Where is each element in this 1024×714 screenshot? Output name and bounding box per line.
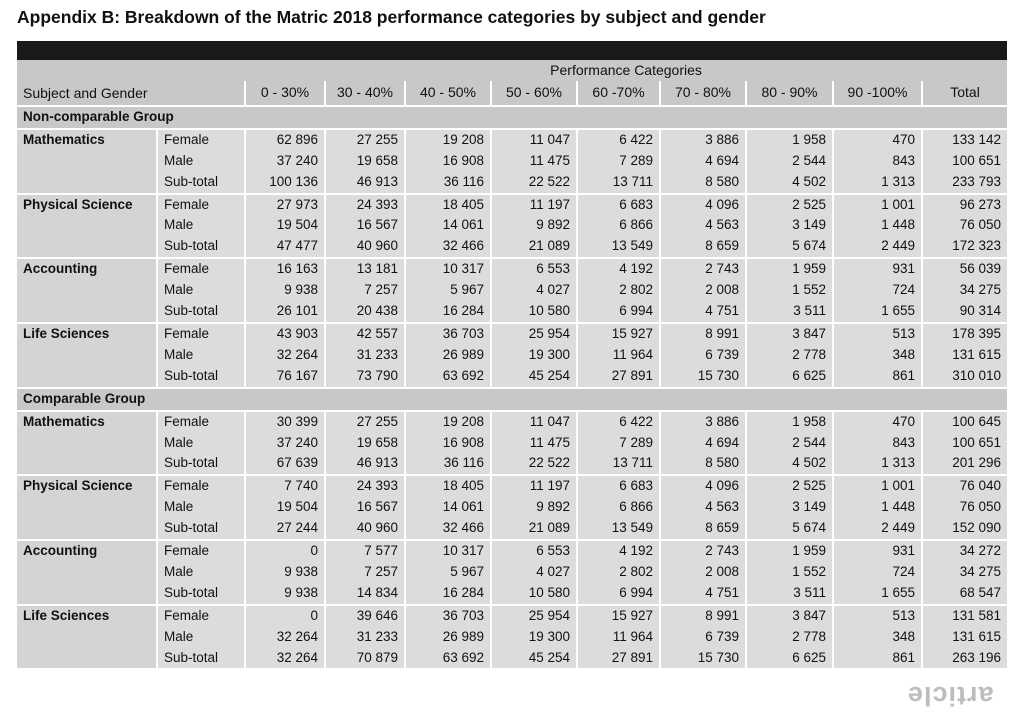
value-cell: 2 778: [746, 345, 833, 366]
total-cell: 76 050: [922, 215, 1007, 236]
value-cell: 11 964: [577, 345, 660, 366]
gender-label: Female: [157, 605, 245, 627]
total-cell: 34 275: [922, 280, 1007, 301]
value-cell: 11 964: [577, 627, 660, 648]
value-cell: 3 149: [746, 497, 833, 518]
table-row: [17, 627, 1007, 648]
table-row: [17, 648, 1007, 669]
value-cell: 19 658: [325, 433, 405, 454]
value-cell: 27 891: [577, 366, 660, 388]
gender-label: Female: [157, 540, 245, 562]
value-cell: 16 284: [405, 583, 491, 605]
table-row: [17, 280, 1007, 301]
header-row-top: [17, 60, 1007, 81]
column-header: 0 - 30%: [245, 81, 325, 106]
value-cell: 42 557: [325, 323, 405, 345]
value-cell: 2 525: [746, 194, 833, 216]
value-cell: 6 739: [660, 627, 746, 648]
value-cell: 18 405: [405, 194, 491, 216]
value-cell: 32 264: [245, 345, 325, 366]
gender-label: Female: [157, 258, 245, 280]
value-cell: 39 646: [325, 605, 405, 627]
value-cell: 67 639: [245, 453, 325, 475]
value-cell: 4 751: [660, 301, 746, 323]
value-cell: 15 927: [577, 323, 660, 345]
value-cell: 2 449: [833, 518, 922, 540]
total-cell: 131 615: [922, 627, 1007, 648]
value-cell: 2 525: [746, 475, 833, 497]
value-cell: 6 739: [660, 345, 746, 366]
column-header: 80 - 90%: [746, 81, 833, 106]
value-cell: 16 567: [325, 215, 405, 236]
value-cell: 2 802: [577, 280, 660, 301]
value-cell: 348: [833, 627, 922, 648]
subject-label: Life Sciences: [17, 323, 157, 388]
gender-label: Sub-total: [157, 301, 245, 323]
value-cell: 62 896: [245, 129, 325, 151]
value-cell: 2 778: [746, 627, 833, 648]
value-cell: 5 674: [746, 236, 833, 258]
value-cell: 4 502: [746, 172, 833, 194]
value-cell: 9 938: [245, 562, 325, 583]
column-header: 70 - 80%: [660, 81, 746, 106]
gender-label: Female: [157, 475, 245, 497]
subject-label: Physical Science: [17, 194, 157, 259]
value-cell: 6 422: [577, 411, 660, 433]
value-cell: 19 504: [245, 215, 325, 236]
total-cell: 152 090: [922, 518, 1007, 540]
value-cell: 6 553: [491, 540, 577, 562]
value-cell: 32 466: [405, 236, 491, 258]
value-cell: 1 958: [746, 411, 833, 433]
gender-label: Male: [157, 562, 245, 583]
total-cell: 76 040: [922, 475, 1007, 497]
gender-label: Male: [157, 215, 245, 236]
value-cell: 931: [833, 540, 922, 562]
gender-label: Male: [157, 345, 245, 366]
table-row: [17, 605, 1007, 627]
gender-label: Sub-total: [157, 172, 245, 194]
value-cell: 2 008: [660, 280, 746, 301]
value-cell: 36 703: [405, 605, 491, 627]
header-spacer: [17, 60, 245, 81]
value-cell: 15 730: [660, 648, 746, 669]
total-cell: 90 314: [922, 301, 1007, 323]
value-cell: 1 655: [833, 301, 922, 323]
value-cell: 10 580: [491, 583, 577, 605]
value-cell: 7 257: [325, 280, 405, 301]
gender-label: Male: [157, 497, 245, 518]
total-cell: 310 010: [922, 366, 1007, 388]
performance-table: [17, 60, 1007, 668]
value-cell: 4 096: [660, 475, 746, 497]
value-cell: 8 991: [660, 605, 746, 627]
value-cell: 27 891: [577, 648, 660, 669]
value-cell: 19 504: [245, 497, 325, 518]
watermark-logo: article: [907, 681, 994, 711]
value-cell: 1 448: [833, 215, 922, 236]
value-cell: 46 913: [325, 453, 405, 475]
value-cell: 22 522: [491, 172, 577, 194]
value-cell: 24 393: [325, 475, 405, 497]
value-cell: 27 244: [245, 518, 325, 540]
value-cell: 1 001: [833, 194, 922, 216]
value-cell: 470: [833, 411, 922, 433]
header-bar: [17, 41, 1007, 60]
subject-label: Accounting: [17, 258, 157, 323]
value-cell: 4 563: [660, 497, 746, 518]
value-cell: 27 255: [325, 129, 405, 151]
table-row: [17, 345, 1007, 366]
value-cell: 6 683: [577, 194, 660, 216]
value-cell: 9 938: [245, 583, 325, 605]
gender-label: Female: [157, 411, 245, 433]
value-cell: 2 008: [660, 562, 746, 583]
total-cell: 131 581: [922, 605, 1007, 627]
value-cell: 14 061: [405, 497, 491, 518]
value-cell: 2 544: [746, 433, 833, 454]
value-cell: 2 743: [660, 540, 746, 562]
value-cell: 1 552: [746, 280, 833, 301]
value-cell: 45 254: [491, 648, 577, 669]
table-row: [17, 583, 1007, 605]
value-cell: 22 522: [491, 453, 577, 475]
value-cell: 16 567: [325, 497, 405, 518]
table-row: [17, 411, 1007, 433]
value-cell: 63 692: [405, 648, 491, 669]
table-row: [17, 323, 1007, 345]
value-cell: 7 257: [325, 562, 405, 583]
table-row: [17, 194, 1007, 216]
gender-label: Male: [157, 280, 245, 301]
value-cell: 14 834: [325, 583, 405, 605]
value-cell: 4 192: [577, 258, 660, 280]
value-cell: 27 973: [245, 194, 325, 216]
value-cell: 16 163: [245, 258, 325, 280]
value-cell: 27 255: [325, 411, 405, 433]
value-cell: 16 908: [405, 433, 491, 454]
value-cell: 4 694: [660, 433, 746, 454]
value-cell: 4 096: [660, 194, 746, 216]
column-header: 30 - 40%: [325, 81, 405, 106]
table-row: [17, 518, 1007, 540]
total-cell: 56 039: [922, 258, 1007, 280]
table-row: [17, 151, 1007, 172]
table-row: [17, 258, 1007, 280]
total-cell: 96 273: [922, 194, 1007, 216]
value-cell: 6 625: [746, 366, 833, 388]
table-row: [17, 540, 1007, 562]
value-cell: 513: [833, 323, 922, 345]
total-cell: 131 615: [922, 345, 1007, 366]
column-header: 90 -100%: [833, 81, 922, 106]
value-cell: 6 625: [746, 648, 833, 669]
column-header: 60 -70%: [577, 81, 660, 106]
value-cell: 36 116: [405, 453, 491, 475]
value-cell: 21 089: [491, 236, 577, 258]
value-cell: 5 967: [405, 280, 491, 301]
total-cell: 133 142: [922, 129, 1007, 151]
table-row: [17, 433, 1007, 454]
column-header: Total: [922, 81, 1007, 106]
value-cell: 15 730: [660, 366, 746, 388]
value-cell: 4 694: [660, 151, 746, 172]
gender-label: Sub-total: [157, 518, 245, 540]
value-cell: 3 886: [660, 411, 746, 433]
value-cell: 20 438: [325, 301, 405, 323]
value-cell: 843: [833, 433, 922, 454]
total-cell: 34 272: [922, 540, 1007, 562]
value-cell: 9 892: [491, 215, 577, 236]
total-cell: 100 645: [922, 411, 1007, 433]
value-cell: 4 027: [491, 280, 577, 301]
value-cell: 26 101: [245, 301, 325, 323]
value-cell: 8 580: [660, 172, 746, 194]
value-cell: 31 233: [325, 627, 405, 648]
value-cell: 76 167: [245, 366, 325, 388]
value-cell: 861: [833, 648, 922, 669]
total-cell: 201 296: [922, 453, 1007, 475]
value-cell: 40 960: [325, 236, 405, 258]
value-cell: 45 254: [491, 366, 577, 388]
subject-label: Life Sciences: [17, 605, 157, 669]
value-cell: 26 989: [405, 627, 491, 648]
value-cell: 4 502: [746, 453, 833, 475]
value-cell: 13 711: [577, 453, 660, 475]
value-cell: 10 317: [405, 540, 491, 562]
gender-label: Male: [157, 433, 245, 454]
table-row: [17, 172, 1007, 194]
subject-label: Mathematics: [17, 411, 157, 476]
value-cell: 3 847: [746, 323, 833, 345]
value-cell: 1 959: [746, 258, 833, 280]
value-cell: 5 967: [405, 562, 491, 583]
value-cell: 19 658: [325, 151, 405, 172]
value-cell: 11 047: [491, 129, 577, 151]
value-cell: 37 240: [245, 433, 325, 454]
value-cell: 70 879: [325, 648, 405, 669]
value-cell: 26 989: [405, 345, 491, 366]
value-cell: 0: [245, 605, 325, 627]
value-cell: 11 197: [491, 475, 577, 497]
value-cell: 25 954: [491, 323, 577, 345]
value-cell: 18 405: [405, 475, 491, 497]
value-cell: 11 047: [491, 411, 577, 433]
value-cell: 724: [833, 280, 922, 301]
value-cell: 13 711: [577, 172, 660, 194]
total-cell: 34 275: [922, 562, 1007, 583]
table-row: [17, 215, 1007, 236]
value-cell: 1 552: [746, 562, 833, 583]
value-cell: 7 577: [325, 540, 405, 562]
value-cell: 63 692: [405, 366, 491, 388]
value-cell: 6 866: [577, 497, 660, 518]
value-cell: 7 289: [577, 433, 660, 454]
subject-gender-header: Subject and Gender: [17, 81, 245, 106]
value-cell: 36 703: [405, 323, 491, 345]
value-cell: 4 192: [577, 540, 660, 562]
value-cell: 6 683: [577, 475, 660, 497]
value-cell: 10 580: [491, 301, 577, 323]
value-cell: 1 958: [746, 129, 833, 151]
value-cell: 2 449: [833, 236, 922, 258]
value-cell: 1 313: [833, 453, 922, 475]
value-cell: 5 674: [746, 518, 833, 540]
value-cell: 7 289: [577, 151, 660, 172]
value-cell: 6 553: [491, 258, 577, 280]
value-cell: 47 477: [245, 236, 325, 258]
value-cell: 11 475: [491, 151, 577, 172]
value-cell: 16 284: [405, 301, 491, 323]
value-cell: 9 892: [491, 497, 577, 518]
column-header: 40 - 50%: [405, 81, 491, 106]
gender-label: Sub-total: [157, 236, 245, 258]
value-cell: 25 954: [491, 605, 577, 627]
value-cell: 843: [833, 151, 922, 172]
value-cell: 19 208: [405, 411, 491, 433]
group-label: Comparable Group: [17, 388, 1007, 411]
total-cell: 68 547: [922, 583, 1007, 605]
performance-categories-header: Performance Categories: [245, 60, 1007, 81]
value-cell: 19 208: [405, 129, 491, 151]
gender-label: Sub-total: [157, 648, 245, 669]
value-cell: 9 938: [245, 280, 325, 301]
value-cell: 16 908: [405, 151, 491, 172]
total-cell: 263 196: [922, 648, 1007, 669]
value-cell: 4 027: [491, 562, 577, 583]
value-cell: 3 847: [746, 605, 833, 627]
gender-label: Sub-total: [157, 583, 245, 605]
value-cell: 8 580: [660, 453, 746, 475]
value-cell: 3 149: [746, 215, 833, 236]
value-cell: 4 563: [660, 215, 746, 236]
header-row-columns: [17, 81, 1007, 106]
total-cell: 100 651: [922, 433, 1007, 454]
value-cell: 4 751: [660, 583, 746, 605]
value-cell: 6 994: [577, 301, 660, 323]
total-cell: 178 395: [922, 323, 1007, 345]
table-row: [17, 301, 1007, 323]
gender-label: Male: [157, 151, 245, 172]
total-cell: 233 793: [922, 172, 1007, 194]
gender-label: Sub-total: [157, 366, 245, 388]
table-row: [17, 475, 1007, 497]
group-header-row: [17, 106, 1007, 129]
value-cell: 7 740: [245, 475, 325, 497]
value-cell: 13 549: [577, 236, 660, 258]
value-cell: 11 475: [491, 433, 577, 454]
value-cell: 0: [245, 540, 325, 562]
table-row: [17, 453, 1007, 475]
table-row: [17, 562, 1007, 583]
value-cell: 32 264: [245, 648, 325, 669]
subject-label: Accounting: [17, 540, 157, 605]
value-cell: 73 790: [325, 366, 405, 388]
value-cell: 2 544: [746, 151, 833, 172]
subject-label: Physical Science: [17, 475, 157, 540]
total-cell: 172 323: [922, 236, 1007, 258]
value-cell: 1 448: [833, 497, 922, 518]
value-cell: 3 511: [746, 583, 833, 605]
value-cell: 1 001: [833, 475, 922, 497]
value-cell: 8 991: [660, 323, 746, 345]
value-cell: 32 264: [245, 627, 325, 648]
value-cell: 10 317: [405, 258, 491, 280]
value-cell: 43 903: [245, 323, 325, 345]
gender-label: Male: [157, 627, 245, 648]
value-cell: 2 802: [577, 562, 660, 583]
value-cell: 46 913: [325, 172, 405, 194]
table-row: [17, 236, 1007, 258]
group-label: Non-comparable Group: [17, 106, 1007, 129]
group-header-row: [17, 388, 1007, 411]
value-cell: 513: [833, 605, 922, 627]
value-cell: 24 393: [325, 194, 405, 216]
table-row: [17, 129, 1007, 151]
value-cell: 40 960: [325, 518, 405, 540]
value-cell: 3 511: [746, 301, 833, 323]
value-cell: 19 300: [491, 345, 577, 366]
value-cell: 8 659: [660, 518, 746, 540]
value-cell: 470: [833, 129, 922, 151]
value-cell: 100 136: [245, 172, 325, 194]
value-cell: 36 116: [405, 172, 491, 194]
value-cell: 2 743: [660, 258, 746, 280]
column-header: 50 - 60%: [491, 81, 577, 106]
table-row: [17, 497, 1007, 518]
value-cell: 1 655: [833, 583, 922, 605]
value-cell: 14 061: [405, 215, 491, 236]
gender-label: Female: [157, 194, 245, 216]
value-cell: 724: [833, 562, 922, 583]
value-cell: 6 994: [577, 583, 660, 605]
value-cell: 6 422: [577, 129, 660, 151]
value-cell: 11 197: [491, 194, 577, 216]
total-cell: 76 050: [922, 497, 1007, 518]
value-cell: 32 466: [405, 518, 491, 540]
page-title: Appendix B: Breakdown of the Matric 2018 performance categories by subject and gender: [17, 7, 766, 27]
value-cell: 1 959: [746, 540, 833, 562]
value-cell: 15 927: [577, 605, 660, 627]
value-cell: 30 399: [245, 411, 325, 433]
total-cell: 100 651: [922, 151, 1007, 172]
value-cell: 861: [833, 366, 922, 388]
value-cell: 21 089: [491, 518, 577, 540]
value-cell: 31 233: [325, 345, 405, 366]
value-cell: 19 300: [491, 627, 577, 648]
value-cell: 931: [833, 258, 922, 280]
gender-label: Sub-total: [157, 453, 245, 475]
value-cell: 348: [833, 345, 922, 366]
value-cell: 8 659: [660, 236, 746, 258]
table-row: [17, 366, 1007, 388]
gender-label: Female: [157, 323, 245, 345]
value-cell: 3 886: [660, 129, 746, 151]
subject-label: Mathematics: [17, 129, 157, 194]
gender-label: Female: [157, 129, 245, 151]
value-cell: 37 240: [245, 151, 325, 172]
value-cell: 6 866: [577, 215, 660, 236]
value-cell: 13 549: [577, 518, 660, 540]
value-cell: 1 313: [833, 172, 922, 194]
value-cell: 13 181: [325, 258, 405, 280]
